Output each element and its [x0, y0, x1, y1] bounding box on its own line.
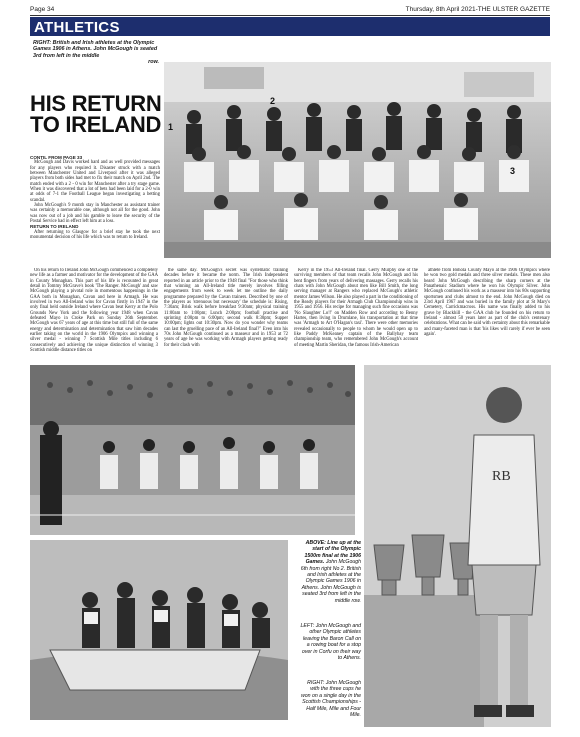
- photo-marker-2: 2: [270, 96, 276, 106]
- page-number: Page 34: [30, 6, 55, 13]
- section-title: ATHLETICS: [34, 19, 120, 36]
- section-banner: [30, 17, 550, 36]
- publication-date: Thursday, 8th April 2021-THE ULSTER GAZETTE: [405, 6, 550, 13]
- top-caption-text: RIGHT: British and Irish athletes at the Olympic Games 1906 in Athens. John McGough is seated 3rd from left in the middle: [33, 40, 158, 59]
- top-caption-end: row.: [148, 58, 159, 65]
- body-text-1: On his return to Ireland John McGough commenced a completely new life as a farmer and motivator for the development of the GAA in County Monaghan. This part of his life is recounted in great detail in Tommy McGrave's book 'The Ranger. McGough' and saw McGough playing a pivotal role in momentous happenings in the GAA both in Monaghan, Cavan and here in Armagh. He was involved in two All-Ireland wins for Cavan firstly in 1947 in the only final held outside Ireland where Cavan beat Kerry at the Polo Grounds New York and the following year 1948 when Cavan defeated Mayo in Croke Park on Sunday 26th September. McGough was 67 years of age at this time but still full of the same energy and determination and determination that saw him decades earlier taking on the world in the 1906 Olympics and winning a silver medal - winning 7 Scottish Mile titles including 6 consecutively and achieving the unique distinction of winning 3 Scottish middle distance titles on: [30, 268, 158, 354]
- top-photo-caption: [33, 40, 159, 65]
- photo-marker-1: 1: [168, 122, 174, 132]
- trophy-portrait-photo: [364, 365, 551, 727]
- subheading: RETURN TO IRELAND: [30, 224, 79, 230]
- olympic-team-photo: [164, 62, 551, 258]
- caption-above-lead: ABOVE: Line up at the start of the Olympic 1500m final at the 1906 Games.: [304, 540, 361, 566]
- article-intro-column: [30, 155, 160, 265]
- caption-left-text: LEFT: John McGough and other Olympic athletes leaving the Baron Call on a rowing boat for a stop over in Corfu on their way to Athens.: [300, 623, 361, 662]
- intro-paragraph-1: McGough and Davis worked hard and as well provided messages for any players who required it. Disaster struck with a match between Manchester United and Liverpool after it was alleged players from both sides had met to fix their match on April 2nd. The match ended with a 2 - 0 win for Manchester after a try stage game. When it was discovered that a lot of bets had been laid for a 2-0 win at odds of 7-1 the Football League began investigating a betting scandal.: [30, 160, 160, 203]
- svg-text:RB: RB: [492, 469, 511, 484]
- caption-right-text: RIGHT: John McGough with the three cups he won on a single day in the Scottish Championships - Half Mile, Mile and Four Mile.: [301, 680, 361, 719]
- race-start-photo: [30, 365, 355, 535]
- caption-above: [300, 540, 361, 604]
- body-text-3: Kerry in the 1953 All-Ireland final. Gerry Murphy one of the surviving members of that team recalls John McGough and his bent fingers from years of delivering massages. Gerry recalls his chats with John McGough about men like Bill Smith, the long serving manager at Rangers who replaced McGough's athletic mentor James Wilson. He also played a part in the conditioning of the Ready players for their Armagh Club Championship wins in 1955 and 1956. His recipe for managing such fine occasions was 'No Slaughter Lo!!' on Madden Row and according to Benny Hartes, then living in Drumlane, his transportation at that time was 'Armagh to Art O'Hagan's taxi'. There were other memories revealed occasionally to people to whom he would open up to like Paddy McKeaney captain of the Ballybay team championship team, who remembered John McGough's account of meeting Martin Sheridan, the famous Irish-American: [294, 268, 418, 348]
- body-column-3: [294, 268, 418, 360]
- intro-paragraph-3: After returning to Glasgow for a brief stay he took the next monumental decision of his life which was to return to Ireland.: [30, 229, 160, 241]
- body-text-2: the same day. McGough's secret was systematic training decades before it became the norm. The Irish Independent reported in an article prior to the 1948 final "For those who think that winning an All-Ireland title merely involves filling engagements from week to week let me outline the daily programme prepared by the Cavan trainers. Described by one of the players as 'strenuous but necessary' the schedule is: Rising, 7:30am; Brisk walk before breakfast 9:30am; physical training 11:00am to 1:00pm; Lunch 2:00pm; football practise and sprinting 4:00pm to 6:00pm; second walk 8:30pm; Supper 10:00pm; lights out 10:30pm. Now do you wonder why teams can last the gruelling pace of an All-Ireland final?" Even into his 70s John McGough continued as a masseur and in 1953 at 72 years of age he was working with Armagh players getting ready for their clash with: [164, 268, 288, 348]
- rowing-boat-photo: [30, 540, 288, 720]
- body-column-4: [424, 268, 550, 360]
- article-headline: HIS RETURN TO IRELAND: [30, 91, 162, 137]
- intro-paragraph-2: John McGough's 9 month stay in Manchester as assistant trainer was certainly a memorable one, although not all for the good. John was now out of a job and his gamble to leave the security of the Postal Service had in effect left him at a loss.: [30, 203, 160, 225]
- caption-right: [300, 680, 361, 718]
- caption-above-rest: John McGough 6th from right No 2. British and Irish athletes at the Olympic Games 1906 in Athens. John McGough is seated 3rd from left in the middle row.: [300, 559, 361, 604]
- body-column-1: [30, 268, 158, 360]
- caption-left: [300, 623, 361, 661]
- photo-marker-3: 3: [510, 166, 516, 176]
- body-text-4: athlete from Bohola County Mayo at the 1906 Olympics where he won two gold medals and three silver medals. These men also heard John McGough describing the sharp corners at the Panathenaic Stadium where he won his Olympic Silver. John McGough continued his work as a masseur into his 80s supporting sportsmen and clubs almost to the end. John McGough died on 23rd April 1967 and was buried in the family plot at St Mary's Cemetery, Carrickmacross. His name was finally added to his grave by Blackhill - the GAA club he founded on his return to Ireland - almost 50 years later as part of the club's centenary celebrations. What can be said with certainty about this remarkable and many-faceted man is that 'his likes will rarely if ever be seen again'.: [424, 268, 550, 338]
- page-header: [30, 5, 550, 14]
- continued-kicker: CONTIL FROM PAGE 33: [30, 155, 83, 160]
- body-column-2: [164, 268, 288, 360]
- header-rule: [30, 15, 550, 16]
